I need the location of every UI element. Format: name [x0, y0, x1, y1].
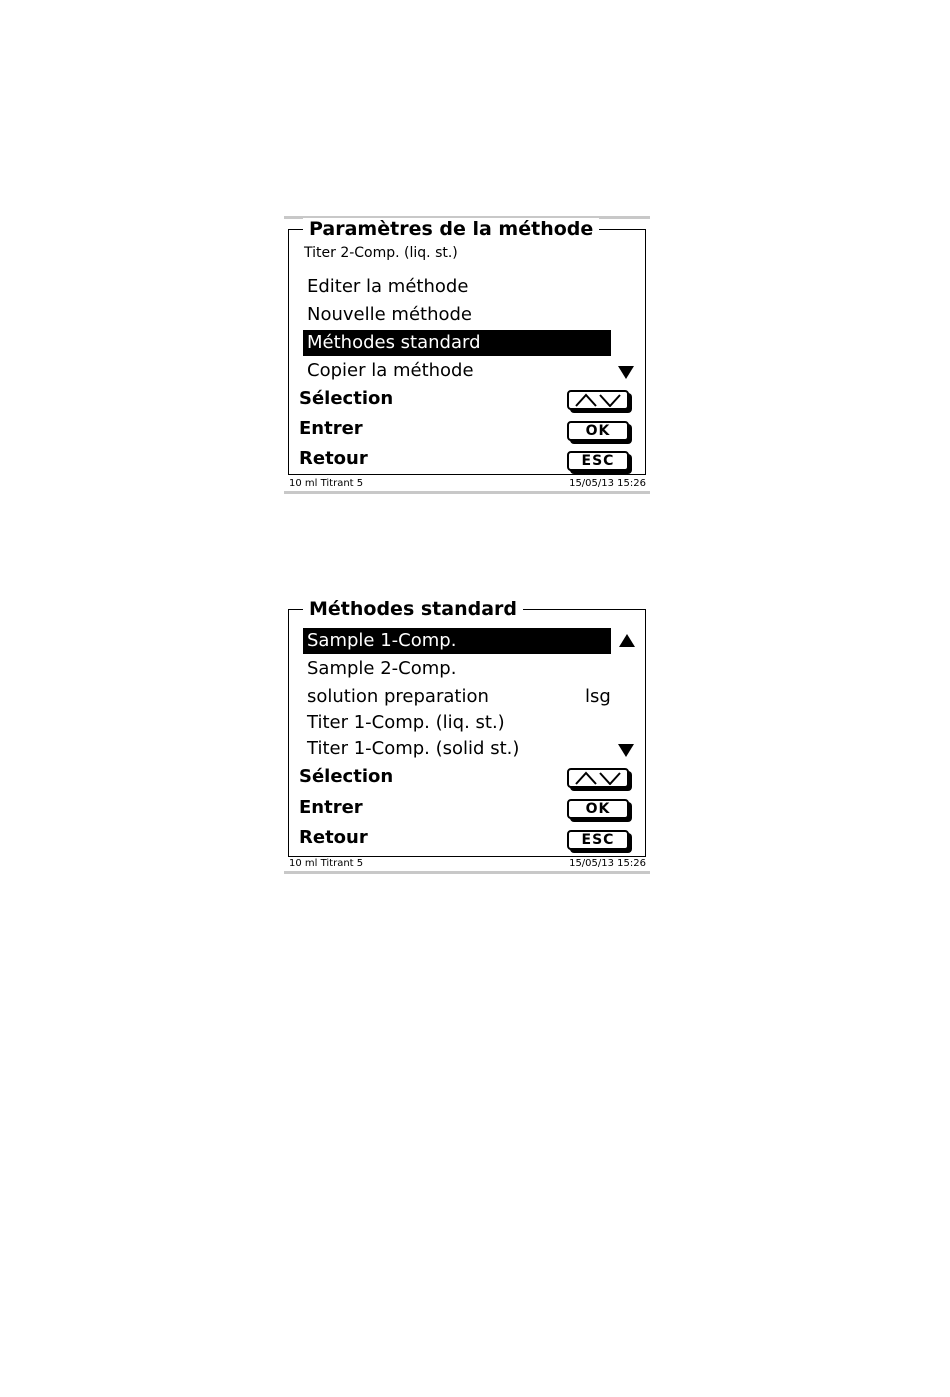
status-datetime: 15/05/13 15:26 — [569, 858, 646, 869]
status-titrant: 10 ml Titrant 5 — [289, 858, 364, 869]
up-down-key[interactable] — [567, 768, 629, 788]
status-bar — [289, 858, 646, 870]
ok-key[interactable]: OK — [567, 421, 629, 441]
menu-item-titer-1-comp-solid[interactable]: Titer 1-Comp. (solid st.) — [307, 738, 520, 759]
bottom-divider — [284, 491, 650, 494]
menu-item-copy-method[interactable]: Copier la méthode — [307, 360, 474, 381]
bottom-divider — [284, 871, 650, 874]
status-titrant: 10 ml Titrant 5 — [289, 478, 364, 489]
back-label: Retour — [299, 827, 368, 848]
menu-item-new-method[interactable]: Nouvelle méthode — [307, 304, 472, 325]
dialog-subtitle: Titer 2-Comp. (liq. st.) — [304, 245, 458, 261]
menu-item-label: solution preparation — [307, 686, 489, 707]
up-down-arrows-icon — [571, 393, 625, 407]
status-bar — [289, 478, 646, 490]
scroll-down-icon[interactable] — [618, 744, 634, 757]
ok-key[interactable]: OK — [567, 799, 629, 819]
dialog-frame — [288, 218, 646, 475]
enter-label: Entrer — [299, 418, 363, 439]
menu-item-solution-preparation[interactable] — [303, 684, 611, 710]
esc-key[interactable]: ESC — [567, 451, 629, 471]
back-label: Retour — [299, 448, 368, 469]
esc-key[interactable]: ESC — [567, 830, 629, 850]
selection-label: Sélection — [299, 766, 394, 787]
selection-label: Sélection — [299, 388, 394, 409]
dialog-frame — [288, 598, 646, 857]
menu-item-edit-method[interactable]: Editer la méthode — [307, 276, 469, 297]
up-down-arrows-icon — [571, 771, 625, 785]
enter-label: Entrer — [299, 797, 363, 818]
up-down-key[interactable] — [567, 390, 629, 410]
scroll-up-icon[interactable] — [619, 634, 635, 647]
scroll-down-icon[interactable] — [618, 366, 634, 379]
menu-item-standard-methods[interactable]: Méthodes standard — [303, 330, 611, 356]
screen-method-parameters — [284, 216, 650, 494]
menu-item-sample-2-comp[interactable]: Sample 2-Comp. — [307, 658, 457, 679]
dialog-title: Paramètres de la méthode — [303, 218, 599, 240]
menu-item-titer-1-comp-liq[interactable]: Titer 1-Comp. (liq. st.) — [307, 712, 505, 733]
menu-item-sample-1-comp[interactable]: Sample 1-Comp. — [303, 628, 611, 654]
menu-item-suffix: lsg — [585, 686, 611, 707]
status-datetime: 15/05/13 15:26 — [569, 478, 646, 489]
dialog-title: Méthodes standard — [303, 598, 523, 620]
screen-standard-methods — [284, 598, 650, 874]
